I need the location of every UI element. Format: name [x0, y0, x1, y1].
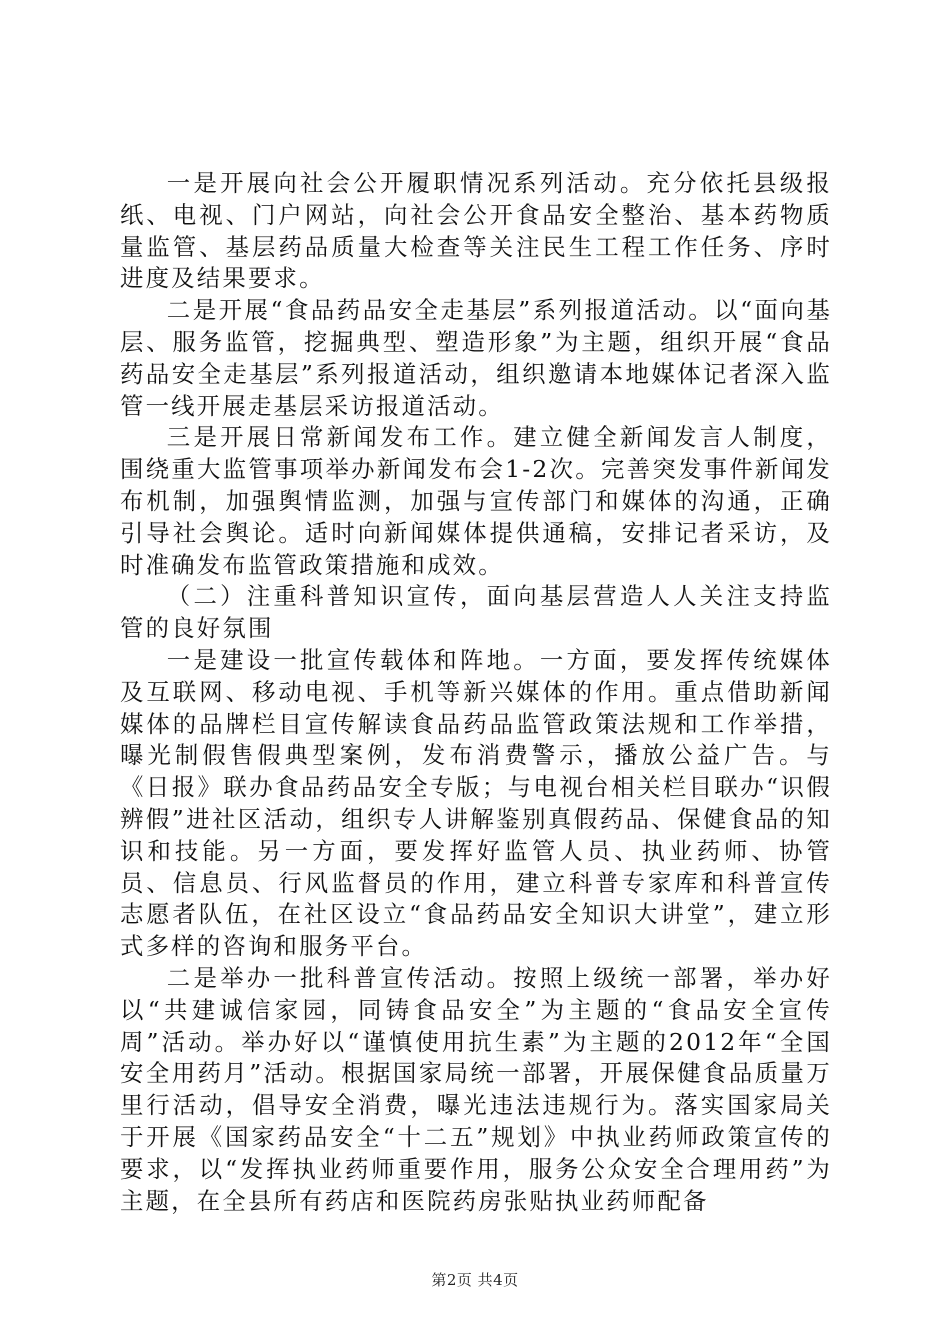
section-heading-science-publicity: （二）注重科普知识宣传，面向基层营造人人关注支持监管的良好氛围 [120, 582, 832, 643]
paragraph-news-release: 三是开展日常新闻发布工作。建立健全新闻发言人制度，围绕重大监管事项举办新闻发布会1-2次。完善突发事件新闻发布机制，加强舆情监测，加强与宣传部门和媒体的沟通，正确引导社会舆论。适时向新闻媒体提供通稿，安排记者采访，及时准确发布监管政策措施和成效。 [120, 423, 832, 579]
paragraph-disclosure-activities: 一是开展向社会公开履职情况系列活动。充分依托县级报纸、电视、门户网站，向社会公开食品安全整治、基本药物质量监管、基层药品质量大检查等关注民生工程工作任务、序时进度及结果要求。 [120, 169, 832, 293]
paragraph-grassroots-reporting: 二是开展“食品药品安全走基层”系列报道活动。以“面向基层、服务监管，挖掘典型、塑造形象”为主题，组织开展“食品药品安全走基层”系列报道活动，组织邀请本地媒体记者深入监管一线开展走基层采访报道活动。 [120, 296, 832, 420]
document-body [120, 168, 832, 1217]
page-number-footer: 第2页 共4页 [431, 1271, 519, 1289]
paragraph-publicity-events: 二是举办一批科普宣传活动。按照上级统一部署，举办好以“共建诚信家园，同铸食品安全”为主题的“食品安全宣传周”活动。举办好以“谨慎使用抗生素”为主题的2012年“全国安全用药月”活动。根据国家局统一部署，开展保健食品质量万里行活动，倡导安全消费，曝光违法违规行为。落实国家局关于开展《国家药品安全“十二五”规划》中执业药师政策宣传的要求，以“发挥执业药师重要作用，服务公众安全合理用药”为主题，在全县所有药店和医院药房张贴执业药师配备 [120, 963, 832, 1215]
paragraph-publicity-platforms: 一是建设一批宣传载体和阵地。一方面，要发挥传统媒体及互联网、移动电视、手机等新兴媒体的作用。重点借助新闻媒体的品牌栏目宣传解读食品药品监管政策法规和工作举措，曝光制假售假典型案例，发布消费警示，播放公益广告。与《日报》联办食品药品安全专版；与电视台相关栏目联办“识假辨假”进社区活动，组织专人讲解鉴别真假药品、保健食品的知识和技能。另一方面，要发挥好监管人员、执业药师、协管员、信息员、行风监督员的作用，建立科普专家库和科普宣传志愿者队伍，在社区设立“食品药品安全知识大讲堂”，建立形式多样的咨询和服务平台。 [120, 645, 832, 961]
